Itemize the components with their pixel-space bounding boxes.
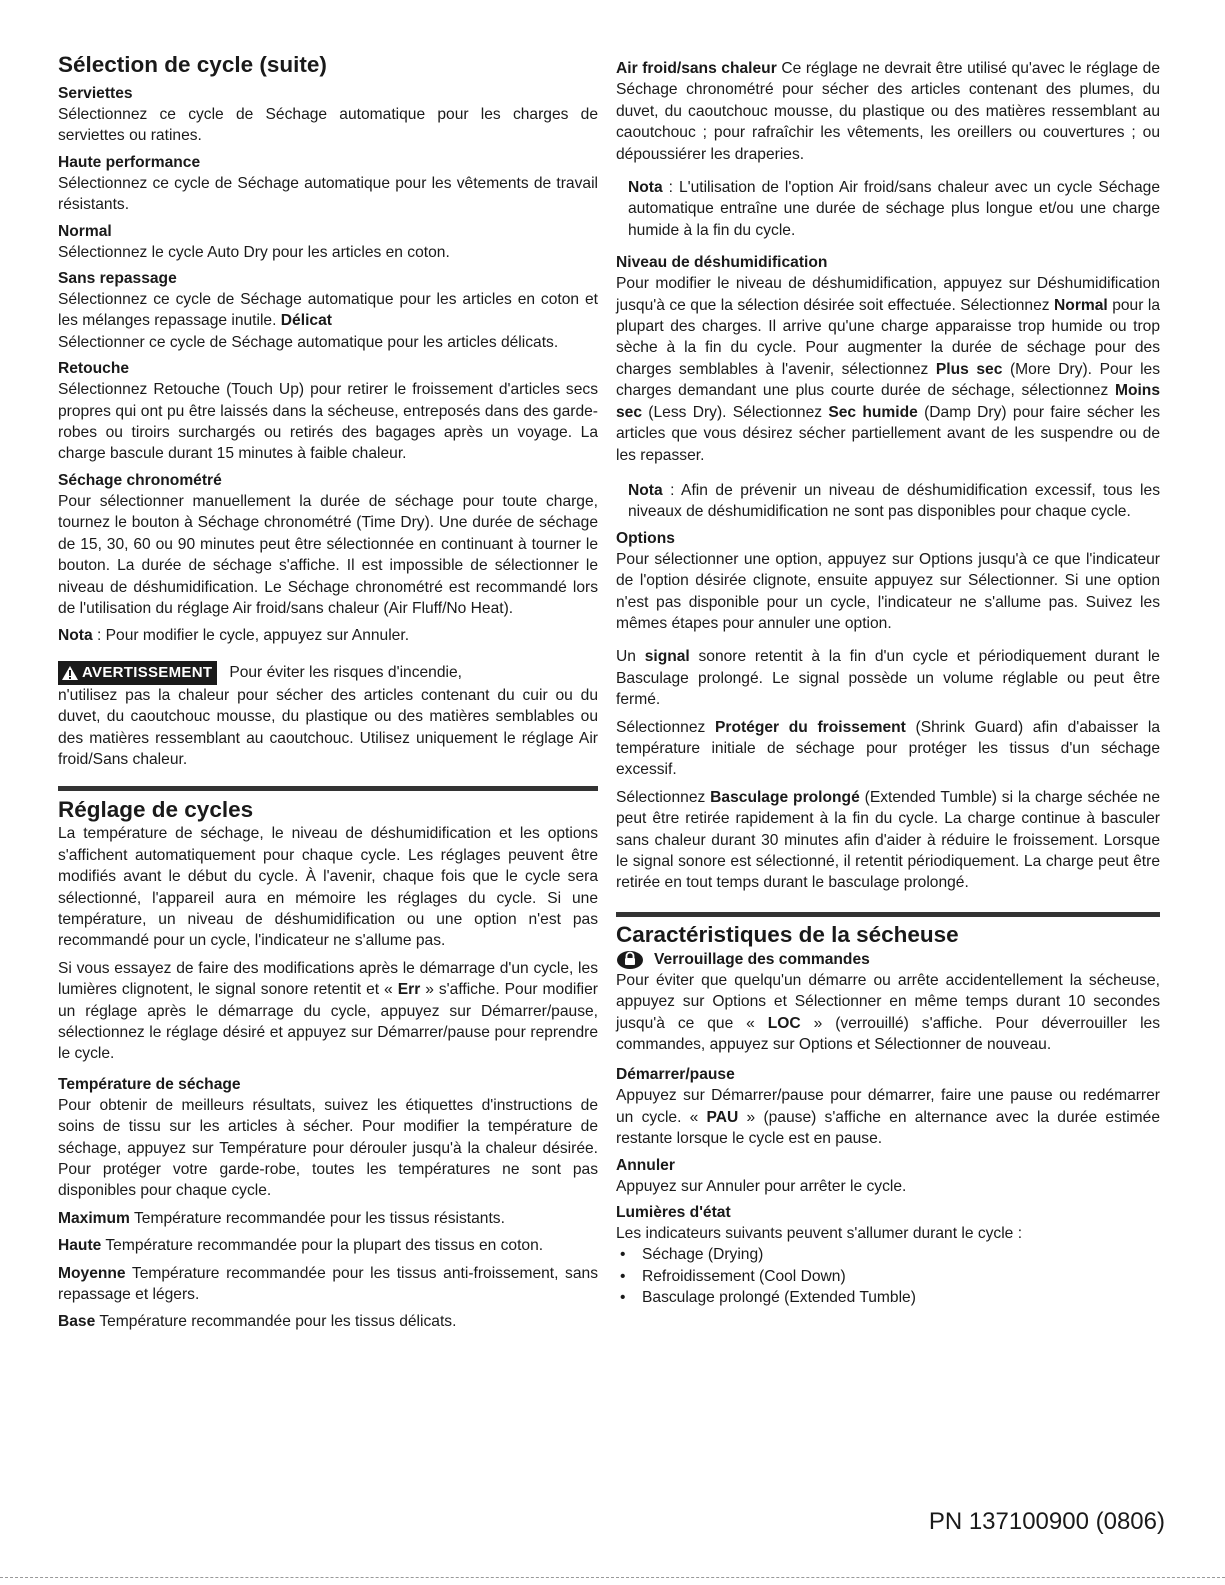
warning-badge: AVERTISSEMENT <box>58 661 217 685</box>
heading-niveau-deshumidification: Niveau de déshumidification <box>616 254 828 272</box>
section-title-reglage: Réglage de cycles <box>58 797 254 823</box>
right-column <box>616 52 1160 1309</box>
heading-sans-repassage: Sans repassage <box>58 270 177 288</box>
note-modifier-cycle: Nota : Pour modifier le cycle, appuyez sur Annuler. <box>58 627 410 645</box>
note-deshumidification: Nota : Afin de prévenir un niveau de déshumidification excessif, tous les niveaux de déshumidification ne sont pas disponibles pour chaque cycle. <box>628 481 1160 521</box>
text-retouche: Sélectionnez Retouche (Touch Up) pour retirer le froissement d'articles secs propres qui ont pu être laissés dans la sécheuse, entreposés dans des garde-robes ou tiroirs surchargés ou retirés des bagages après un voyage. La charge bascule durant 15 minutes à faible chaleur. <box>58 381 598 463</box>
heading-normal: Normal <box>58 222 112 240</box>
text-verrouillage: Pour éviter que quelqu'un démarre ou arrête accidentellement la sécheuse, appuyez sur Options et Sélectionner en même temps durant 10 secondes jusqu'à ce que « LOC » (verrouillé) s'affiche. Pour déverrouiller les commandes, appuyez sur Options et Sélectionner de nouveau. <box>616 971 1161 1054</box>
text-signal: Un signal sonore retentit à la fin d'un cycle et périodiquement durant le Basculage prolongé. Le signal possède un volume réglable ou peut être fermé. <box>616 648 1160 709</box>
list-item: • Refroidissement (Cool Down) <box>616 1266 1160 1287</box>
text-maximum: Maximum Température recommandée pour les tissus résistants. <box>58 1209 505 1227</box>
heading-sechage-chronometre: Séchage chronométré <box>58 471 222 489</box>
text-niveau-deshumidification: Pour modifier le niveau de déshumidification, appuyez sur Déshumidification jusqu'à ce que la sélection désirée soit effectuée. Sélectionnez Normal pour la plupart des charges. Il arrive qu'une charge apparaisse trop humide ou trop sèche à la fin du cycle. Pour augmenter la durée de séchage pour des charges semblables à l'avenir, sélectionnez Plus sec (More Dry). Pour les charges demandant une plus courte durée de séchage, sélectionnez Moins sec (Less Dry). Sélectionnez Sec humide (Damp Dry) pour faire sécher les articles que vous désirez sécher partiellement avant de les suspendre ou de les repasser. <box>616 275 1161 464</box>
heading-temperature: Température de séchage <box>58 1075 241 1093</box>
text-haute-performance: Sélectionnez ce cycle de Séchage automatique pour les vêtements de travail résistants. <box>58 174 598 214</box>
left-column <box>58 52 598 1333</box>
heading-serviettes: Serviettes <box>58 85 133 102</box>
text-moyenne: Moyenne Température recommandée pour les tissus anti-froissement, sans repassage et légers. <box>58 1264 598 1304</box>
list-item: • Séchage (Drying) <box>616 1244 1160 1265</box>
heading-lumieres: Lumières d'état <box>616 1204 731 1222</box>
text-demarrer-pause: Appuyez sur Démarrer/pause pour démarrer, faire une pause ou redémarrer un cycle. « PAU » (pause) s'affiche en alternance avec la durée estimée restante lorsque le cycle est en pause. <box>616 1087 1161 1148</box>
status-lights-list <box>616 1244 1160 1308</box>
section-title-selection: Sélection de cycle (suite) <box>58 52 327 77</box>
heading-haute-performance: Haute performance <box>58 153 201 171</box>
text-reglage-1: La température de séchage, le niveau de déshumidification et les options s'affichent automatiquement pour chaque cycle. Les réglages peuvent être modifiés avant le début du cycle. À l'avenir, chaque fois que le cycle sera sélectionné, l'appareil aura en mémoire les réglages du cycle. Si une température, un niveau de déshumidification ou une option n'est pas recommandé pour un cycle, l'indicateur ne s'allume pas. <box>58 825 598 950</box>
text-basculage: Sélectionnez Basculage prolongé (Extended Tumble) si la charge séchée ne peut être retirée rapidement à la fin du cycle. La charge continue à basculer sans chaleur durant 30 minutes afin d'aider à réduire le froissement. Lorsque le signal sonore est sélectionné, il retentit périodiquement. La charge peut être retirée en tout temps durant le basculage prolongé. <box>616 788 1161 892</box>
part-number: PN 137100900 (0806) <box>928 1508 1165 1535</box>
heading-verrouillage: Verrouillage des commandes <box>654 950 870 968</box>
heading-retouche: Retouche <box>58 360 130 378</box>
warning-triangle-icon <box>61 665 79 681</box>
heading-verrouillage-row <box>616 950 1160 970</box>
warning-first-line: Pour éviter les risques d'incendie, <box>229 663 462 681</box>
text-sans-repassage: Sélectionnez ce cycle de Séchage automatique pour les articles en coton et les mélanges repassage inutile. Délicat <box>58 291 598 330</box>
warning-block <box>58 661 598 685</box>
heading-demarrer-pause: Démarrer/pause <box>616 1066 735 1084</box>
text-options: Pour sélectionner une option, appuyez sur Options jusqu'à ce que l'indicateur de l'option désirée clignote, ensuite appuyez sur Sélectionner. Si une option n'est pas disponible pour un cycle, l'indicateur ne s'allume pas. Suivez les mêmes étapes pour annuler une option. <box>616 550 1160 632</box>
text-base: Base Température recommandée pour les tissus délicats. <box>58 1313 457 1331</box>
heading-annuler: Annuler <box>616 1156 675 1174</box>
text-normal: Sélectionnez le cycle Auto Dry pour les articles en coton. <box>58 243 450 261</box>
text-serviettes: Sélectionnez ce cycle de Séchage automatique pour les charges de serviettes ou ratines. <box>58 106 598 145</box>
text-annuler: Appuyez sur Annuler pour arrêter le cycle. <box>616 1177 907 1195</box>
text-delicat: Sélectionner ce cycle de Séchage automatique pour les articles délicats. <box>58 333 559 351</box>
label-delicat: Délicat <box>280 312 332 330</box>
lock-icon <box>616 950 644 970</box>
note-air-froid: Nota : L'utilisation de l'option Air froid/sans chaleur avec un cycle Séchage automatique entraîne une durée de séchage plus longue et/ou une charge humide à la fin du cycle. <box>628 179 1160 239</box>
section-title-caracteristiques: Caractéristiques de la sécheuse <box>616 921 959 947</box>
text-sechage-chronometre: Pour sélectionner manuellement la durée de séchage pour toute charge, tournez le bouton à Séchage chronométré (Time Dry). Une durée de séchage de 15, 30, 60 ou 90 minutes peut être sélectionnée en continuant à tourner le bouton. La durée de séchage s'affiche. Il est impossible de sélectionner le niveau de déshumidification. Le Séchage chronométré est recommandé lors de l'utilisation du réglage Air froid/sans chaleur (Air Fluff/No Heat). <box>58 492 598 617</box>
text-temperature: Pour obtenir de meilleurs résultats, suivez les étiquettes d'instructions de soins de tissu sur les articles à sécher. Pour modifier la température de séchage, appuyez sur Température pour dérouler jusqu'à la chaleur désirée. Pour protéger votre garde-robe, toutes les températures ne sont pas disponibles pour chaque cycle. <box>58 1096 598 1200</box>
page-edge <box>0 1577 1225 1578</box>
text-reglage-2: Si vous essayez de faire des modifications après le démarrage d'un cycle, les lumières clignotent, le signal sonore retentit et « Err » s'affiche. Pour modifier un réglage après le démarrage du cycle, appuyez sur Démarrer/pause, sélectionnez le réglage désiré et appuyez sur Démarrer/pause pour reprendre le cycle. <box>58 959 598 1063</box>
heading-options: Options <box>616 529 675 547</box>
text-air-froid: Air froid/sans chaleur Ce réglage ne devrait être utilisé qu'avec le réglage de Séchage chronométré pour sécher des articles contenant des plumes, du duvet, du caoutchouc mousse, du plastique ou des matières ressemblant au caoutchouc ; pour rafraîchir les vêtements, les oreillers ou couvertures ; ou dépoussiérer les draperies. <box>616 60 1160 163</box>
text-lumieres: Les indicateurs suivants peuvent s'allumer durant le cycle : <box>616 1225 1023 1243</box>
text-proteger: Sélectionnez Protéger du froissement (Shrink Guard) afin d'abaisser la température initiale de séchage pour protéger les tissus d'un séchage excessif. <box>616 718 1161 779</box>
list-item: • Basculage prolongé (Extended Tumble) <box>616 1287 1160 1308</box>
text-haute: Haute Température recommandée pour la plupart des tissus en coton. <box>58 1237 544 1255</box>
warning-text: n'utilisez pas la chaleur pour sécher des articles contenant du cuir ou du duvet, du caoutchouc mousse, du plastique ou des matières semblables ou des matières ressemblant au caoutchouc. Utilisez uniquement le réglage Air froid/Sans chaleur. <box>58 686 598 768</box>
